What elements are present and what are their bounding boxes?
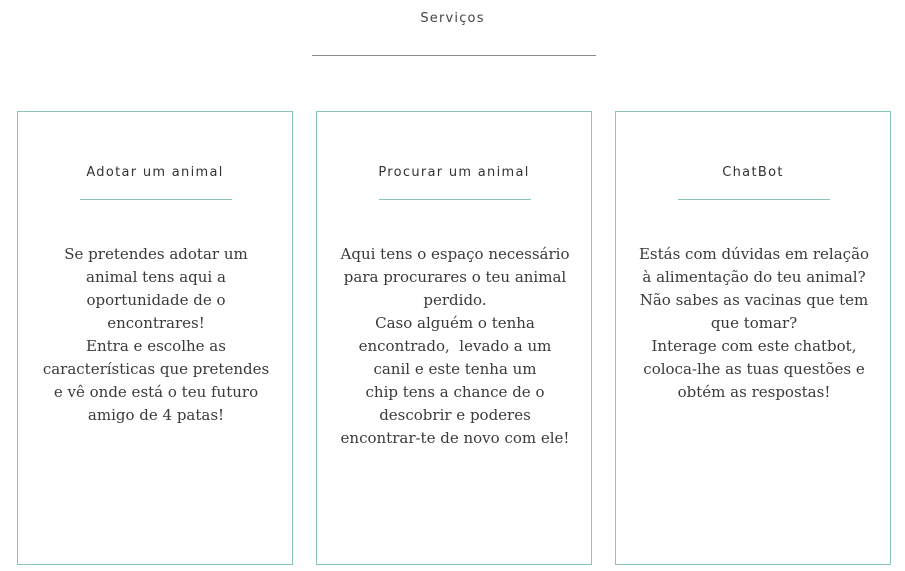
card-divider: [379, 199, 531, 200]
card-description-line: Interage com este chatbot,: [651, 337, 857, 355]
card-description-line: perdido.: [423, 291, 487, 309]
card-description-line: Aqui tens o espaço necessário: [340, 245, 570, 263]
card-description-line: obtém as respostas!: [677, 383, 831, 401]
card-description-line: coloca-lhe as tuas questões e: [643, 360, 865, 378]
card-description-line: Estás com dúvidas em relação: [638, 245, 870, 263]
card-description-line: chip tens a chance de o: [365, 383, 545, 401]
card-title: Adotar um animal: [86, 165, 224, 180]
card-title: Procurar um animal: [378, 165, 530, 180]
card-description: [638, 243, 870, 404]
card-divider: [678, 199, 830, 200]
card-description-line: encontrares!: [107, 314, 205, 332]
card-description-line: encontrado, levado a um: [358, 337, 552, 355]
card-description-line: descobrir e poderes: [379, 406, 531, 424]
card-title: ChatBot: [722, 165, 784, 180]
card-description-line: oportunidade de o: [86, 291, 226, 309]
card-divider: [80, 199, 232, 200]
card-description-line: à alimentação do teu animal?: [642, 268, 866, 286]
section-title: Serviços: [420, 11, 485, 26]
card-description-line: Se pretendes adotar um: [64, 245, 248, 263]
card-description-line: que tomar?: [710, 314, 798, 332]
card-description-line: encontrar-te de novo com ele!: [340, 429, 570, 447]
card-description: [40, 243, 272, 427]
card-description: [339, 243, 571, 450]
card-description-line: canil e este tenha um: [373, 360, 537, 378]
card-description-line: características que pretendes: [42, 360, 270, 378]
card-description-line: Entra e escolhe as: [86, 337, 226, 355]
card-description-line: para procurares o teu animal: [343, 268, 567, 286]
card-description-line: Caso alguém o tenha: [375, 314, 535, 332]
service-card-chatbot[interactable]: [615, 111, 891, 565]
card-description-line: amigo de 4 patas!: [87, 406, 225, 424]
section-divider: [312, 55, 596, 56]
card-description-line: animal tens aqui a: [86, 268, 226, 286]
service-card-adopt[interactable]: [17, 111, 293, 565]
service-card-search[interactable]: [316, 111, 592, 565]
card-description-line: e vê onde está o teu futuro: [53, 383, 259, 401]
card-description-line: Não sabes as vacinas que tem: [639, 291, 869, 309]
